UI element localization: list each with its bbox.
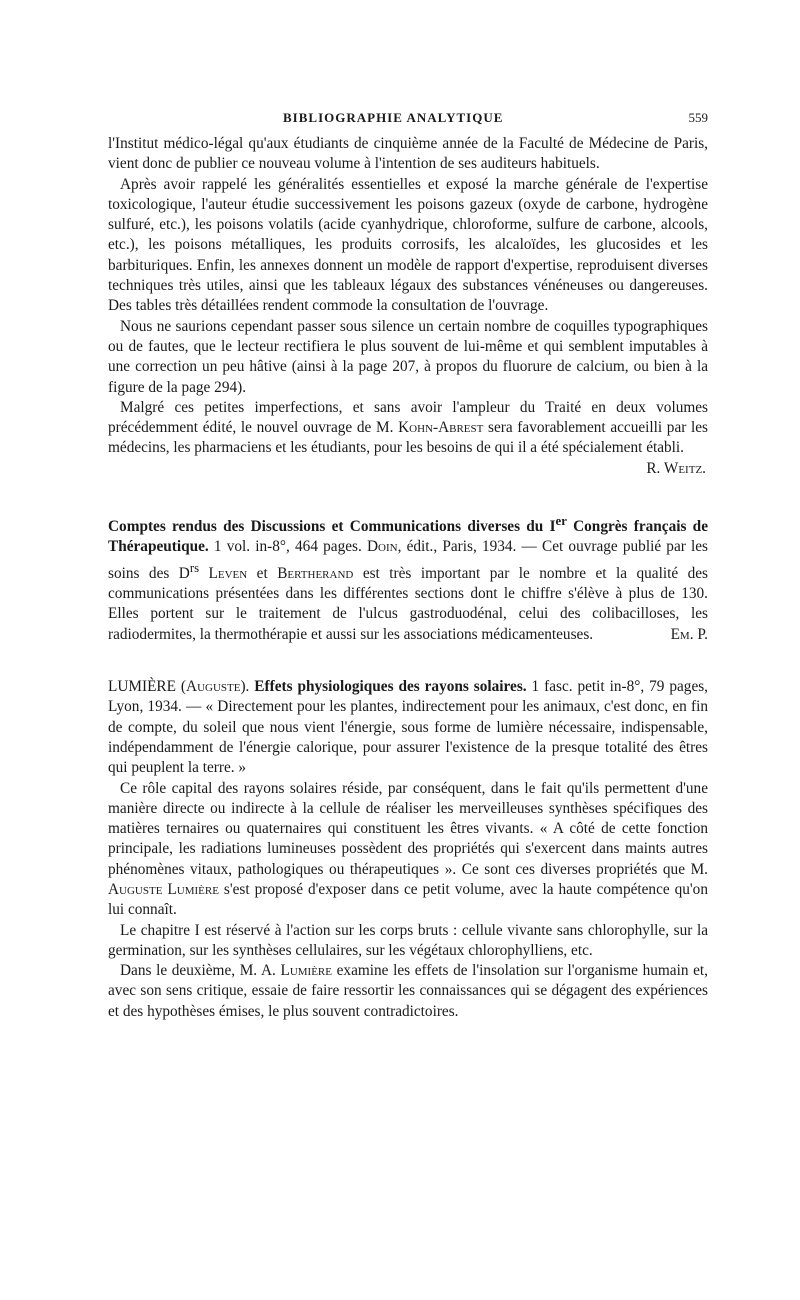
review-title: Effets physiologiques des rayons solaires.	[249, 678, 527, 696]
review-congress	[108, 511, 708, 645]
review-lumiere	[108, 677, 708, 1022]
review-toxicology	[108, 134, 708, 479]
document-page	[108, 110, 708, 1022]
review-title: Comptes rendus des Discussions et Communications diverses du Ier Congrès français de Thérapeutique.	[108, 514, 708, 556]
author-name: Auguste Lumière	[108, 880, 219, 898]
header-title: BIBLIOGRAPHIE ANALYTIQUE	[283, 110, 504, 125]
reviewer-signature: Em. P.	[670, 625, 708, 643]
editor-name: Bertherand	[277, 564, 354, 582]
author-firstname: (Auguste).	[180, 678, 250, 696]
running-header	[108, 110, 708, 134]
editor-name: Leven	[199, 564, 248, 582]
publisher-name: Doin	[366, 538, 398, 556]
paragraph: l'Institut médico-légal qu'aux étudiants de cinquième année de la Faculté de Médecine de Paris, vient donc de publier ce nouveau volume à l'intention de ses auditeurs habituels.	[108, 135, 708, 173]
paragraph: Nous ne saurions cependant passer sous silence un certain nombre de coquilles typographiques ou de fautes, que le lecteur rectifiera le plus souvent de lui-même et qui semblent imputables à une correction un peu hâtive (ainsi à la page 207, à propos du fluorure de calcium, ou bien à la figure de la page 294).	[108, 317, 708, 396]
paragraph: Après avoir rappelé les généralités essentielles et exposé la marche générale de l'expertise toxicologique, l'auteur étudie successivement les poisons gazeux (oxyde de carbone, hydrogène sulfuré, etc.), les poisons volatils (acide cyanhydrique, chloroforme, sulfure de carbone, alcools, etc.), les poisons métalliques, les produits corrosifs, les alcaloïdes, les glucosides et les barbituriques. Enfin, les annexes donnent un modèle de rapport d'expertise, reproduisent diverses techniques très utiles, ainsi que les tableaux légaux des substances vénéneuses ou dangereuses. Des tables très détaillées rendent commode la consultation de l'ouvrage.	[108, 175, 708, 315]
author-surname: LUMIÈRE	[108, 678, 176, 696]
author-name: Lumière	[280, 962, 332, 980]
paragraph: Ce rôle capital des rayons solaires réside, par conséquent, dans le fait qu'ils permettent d'une manière directe ou indirecte à la cellule de réaliser les merveilleuses synthèses spécifiques des matières ternaires ou quaternaires qui constituent les êtres vivants. « A côté de cette fonction principale, les radiations lumineuses possèdent des propriétés qui s'exercent dans maints autres phénomènes vitaux, pathologiques ou thérapeutiques ». Ce sont ces diverses propriétés que M. Auguste Lumière s'est proposé d'exposer dans ce petit volume, avec la haute compétence qu'on lui connaît.	[108, 779, 708, 919]
paragraph: Malgré ces petites imperfections, et sans avoir l'ampleur du Traité en deux volumes précédemment édité, le nouvel ouvrage de M. Kohn-Abrest sera favorablement accueilli par les médecins, les pharmaciens et les étudiants, pour les besoins de qui il a été spécialement établi.	[108, 398, 708, 457]
review-entry: LUMIÈRE (Auguste). Effets physiologiques des rayons solaires. 1 fasc. petit in-8°, 79 pages, Lyon, 1934. — « Directement pour les plantes, indirectement pour les animaux, c'est donc, en fin de compte, du soleil que nous vient l'énergie, sous forme de lumière nécessaire, indispensable, indépendamment de l'énergie calorique, pour assurer l'existence de la presque totalité des êtres qui peuplent la terre. »	[108, 678, 709, 777]
paragraph: Le chapitre I est réservé à l'action sur les corps bruts : cellule vivante sans chlorophylle, sur la germination, sur les synthèses cellulaires, sur les végétaux chlorophylliens, etc.	[108, 921, 708, 959]
review-entry: Comptes rendus des Discussions et Communications diverses du Ier Congrès français de Thérapeutique. 1 vol. in-8°, 464 pages. Doin, édit., Paris, 1934. — Cet ouvrage publié par les soins des $D^{rs}$ Leven et Bertherand est très important par le nombre et la qualité des communications présentées dans les différentes sections dont le chiffre s'élève à plus de 130. Elles portent sur le traitement de l'ulcus gastroduodénal, celui des colibacilloses, les radiodermites, la thermothérapie et aussi sur les associations médicamenteuses. Em. P.	[108, 511, 708, 645]
reviewer-signature: R. Weitz.	[646, 459, 706, 477]
paragraph: Dans le deuxième, M. A. Lumière examine les effets de l'insolation sur l'organisme humain et, avec son sens critique, essaie de faire ressortir les connaissances qui se dégagent des expériences et des hypothèses émises, le plus souvent contradictoires.	[108, 962, 708, 1020]
page-number: 559	[688, 110, 708, 125]
author-name: Kohn-Abrest	[398, 419, 484, 437]
